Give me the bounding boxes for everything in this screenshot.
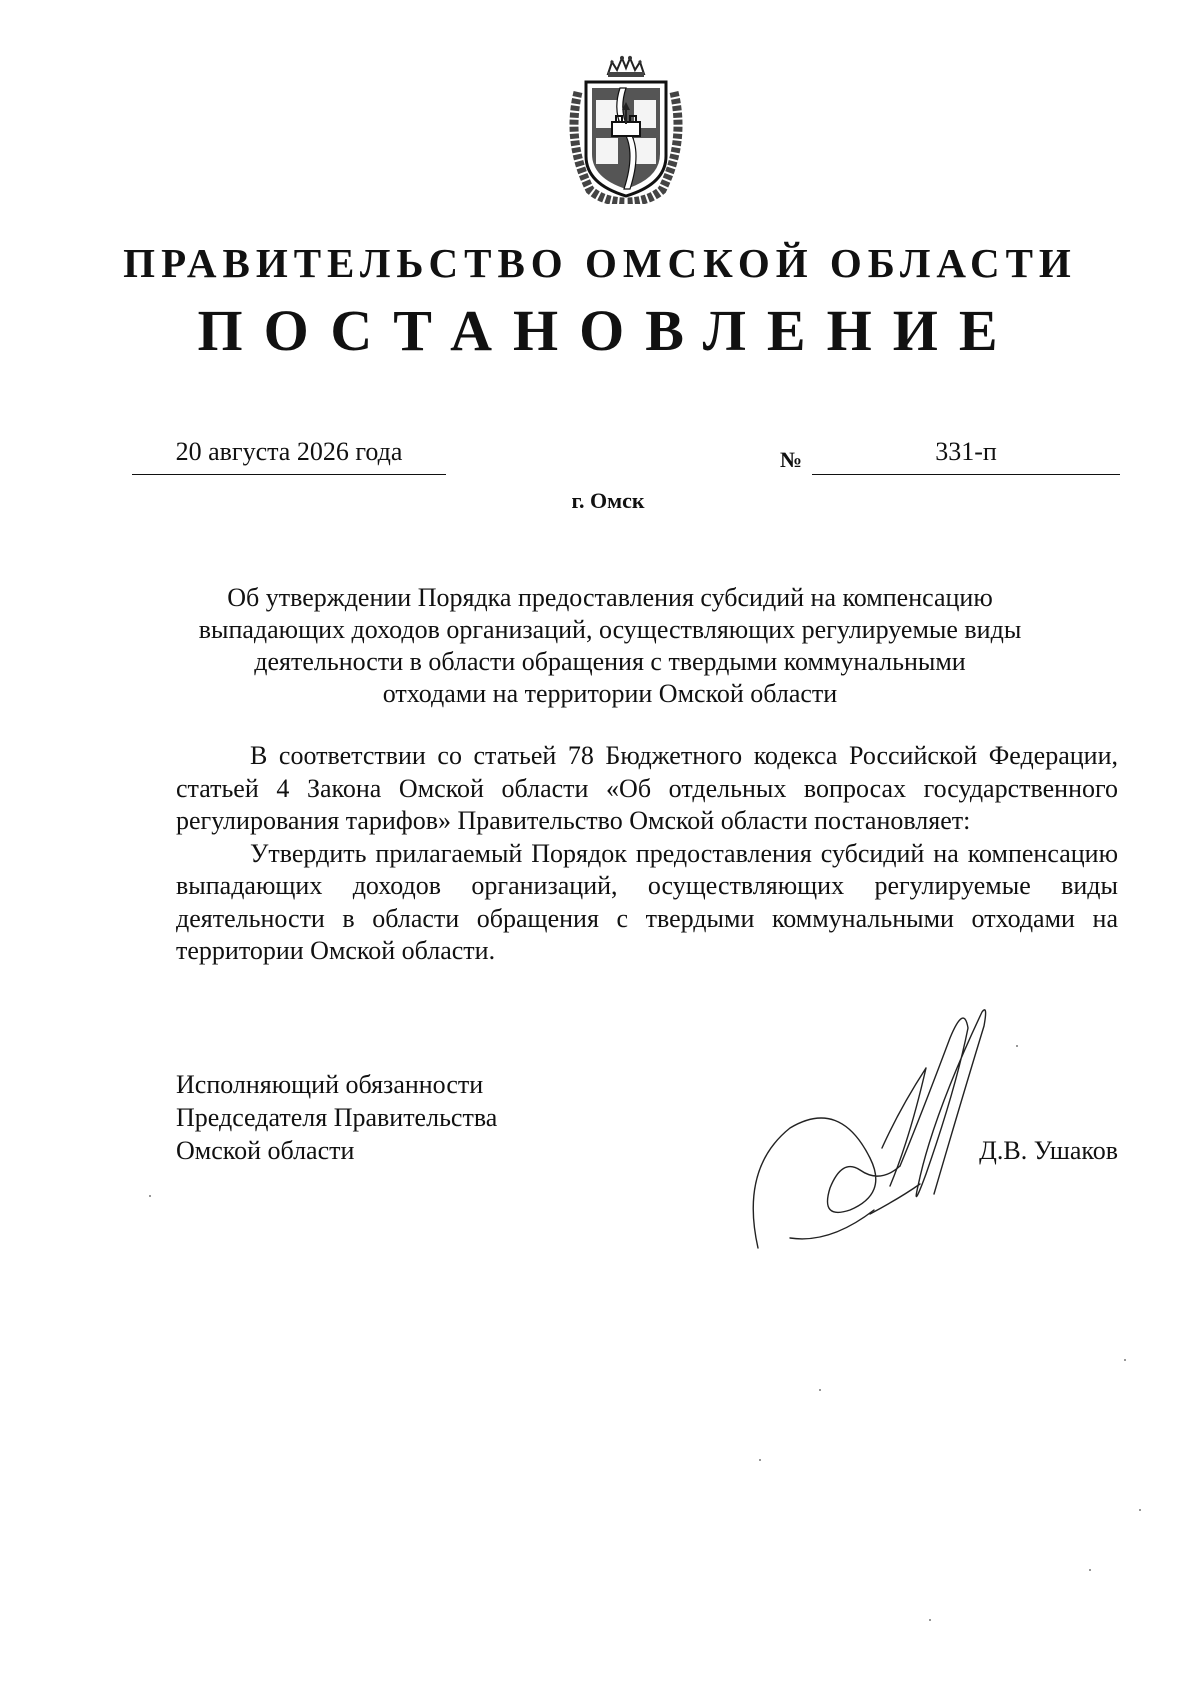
title-line: деятельности в области обращения с твердыми коммунальными [254,647,966,676]
document-city: г. Омск [571,488,645,513]
document-date: 20 августа 2026 года [175,437,403,466]
organization-heading: ПРАВИТЕЛЬСТВО ОМСКОЙ ОБЛАСТИ [123,240,1077,286]
number-sign: № [780,447,803,472]
title-line: выпадающих доходов организаций, осуществляющих регулируемые виды [198,615,1022,644]
document-number: 331-п [935,437,997,466]
body-paragraph-preamble: В соответствии со статьей 78 Бюджетного кодекса Российской Федерации, статьей 4 Закона Омской области «Об отдельных вопросах государственного регулирования тарифов» Правительство Омской области постановляет: [176,741,1118,835]
signer-position-line: Исполняющий обязанности [176,1070,484,1099]
signer-position-line: Председателя Правительства [176,1103,498,1132]
title-line: Об утверждении Порядка предоставления субсидий на компенсацию [227,583,993,612]
signer-name: Д.В. Ушаков [979,1136,1118,1165]
body-paragraph-resolution: Утвердить прилагаемый Порядок предоставления субсидий на компенсацию выпадающих доходов организаций, осуществляющих регулируемые виды деятельности в области обращения с твердыми коммунальными отходами на территории Омской области. [176,838,1118,965]
document-type-heading: ПОСТАНОВЛЕНИЕ [197,298,1019,363]
signer-position-line: Омской области [176,1136,355,1165]
title-line: отходами на территории Омской области [382,679,838,708]
